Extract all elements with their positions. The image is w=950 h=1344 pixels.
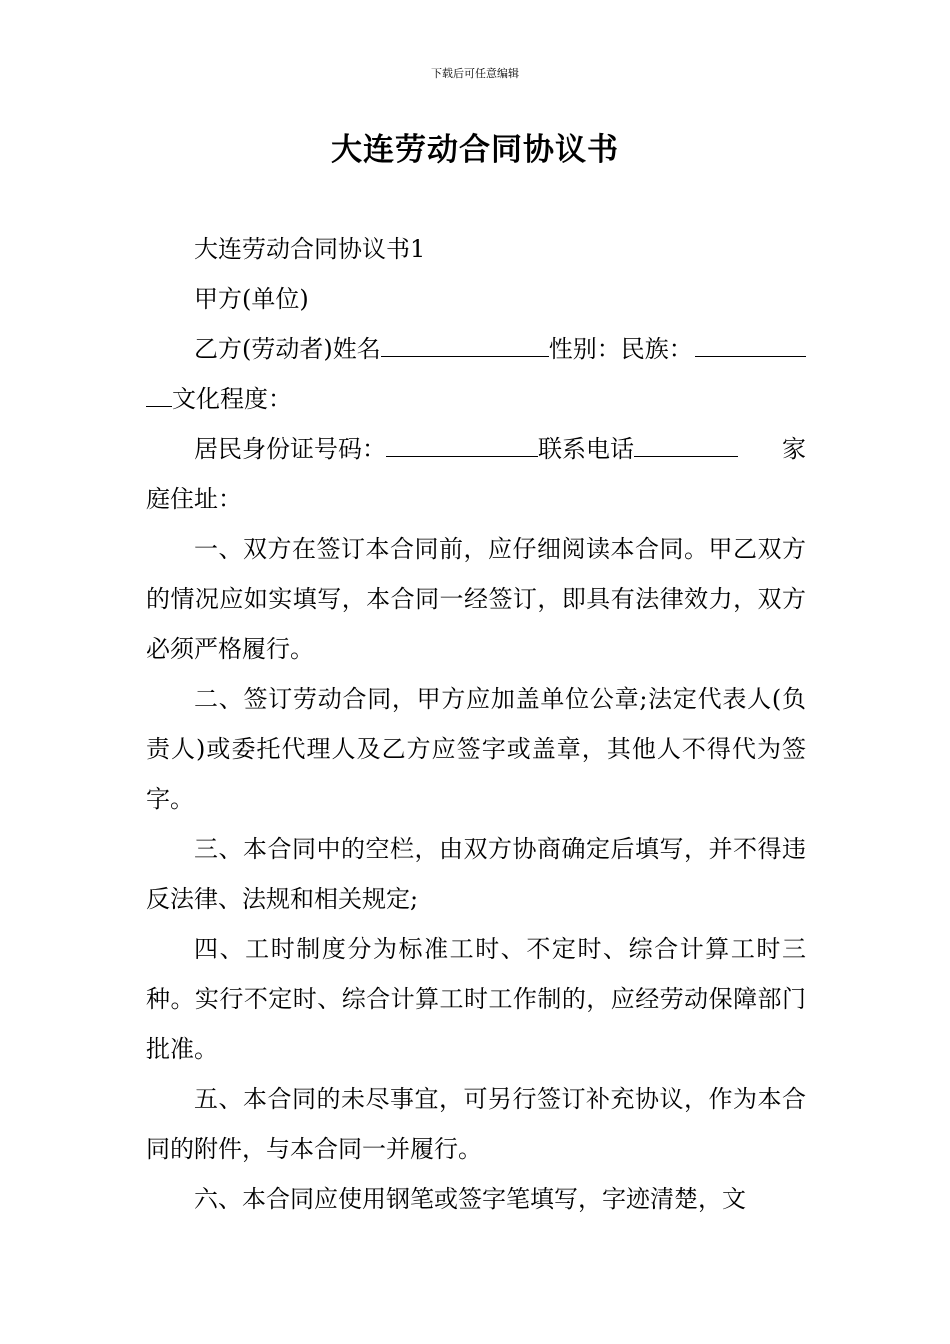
party-b-name-label: 乙方(劳动者)姓名 [194, 335, 381, 363]
address-line [146, 474, 806, 524]
id-number-blank[interactable] [386, 431, 538, 457]
phone-label: 联系电话 [538, 435, 634, 463]
party-a-line: 甲方(单位) [194, 285, 309, 313]
ethnic-blank-continued[interactable] [146, 381, 172, 407]
id-phone-line [146, 424, 806, 474]
address-label-start: 家 [782, 435, 806, 463]
clause-1: 一、双方在签订本合同前，应仔细阅读本合同。甲乙双方的情况应如实填写，本合同一经签订，即具有法律效力，双方必须严格履行。 [146, 535, 806, 663]
party-b-line [146, 324, 806, 374]
header-note: 下载后可任意编辑 [431, 67, 519, 80]
clause-4: 四、工时制度分为标准工时、不定时、综合计算工时三种。实行不定时、综合计算工时工作制的，应经劳动保障部门批准。 [146, 935, 806, 1063]
education-label: 文化程度： [172, 385, 292, 413]
section-heading: 大连劳动合同协议书1 [194, 235, 426, 263]
address-label: 庭住址： [146, 485, 242, 513]
clause-5: 五、本合同的未尽事宜，可另行签订补充协议，作为本合同的附件，与本合同一并履行。 [146, 1085, 806, 1163]
name-blank[interactable] [381, 331, 549, 357]
gender-ethnic-label: 性别：民族： [548, 335, 693, 363]
clause-2: 二、签订劳动合同，甲方应加盖单位公章;法定代表人(负责人)或委托代理人及乙方应签字或盖章，其他人不得代为签字。 [146, 685, 806, 813]
ethnic-blank[interactable] [695, 331, 806, 357]
phone-blank[interactable] [634, 431, 738, 457]
id-number-label: 居民身份证号码： [194, 435, 386, 463]
clause-3: 三、本合同中的空栏，由双方协商确定后填写，并不得违反法律、法规和相关规定; [146, 835, 806, 913]
education-line [146, 374, 806, 424]
document-body [146, 224, 806, 1224]
document-title: 大连劳动合同协议书 [331, 132, 619, 168]
clause-6: 六、本合同应使用钢笔或签字笔填写，字迹清楚，文 [194, 1185, 746, 1213]
